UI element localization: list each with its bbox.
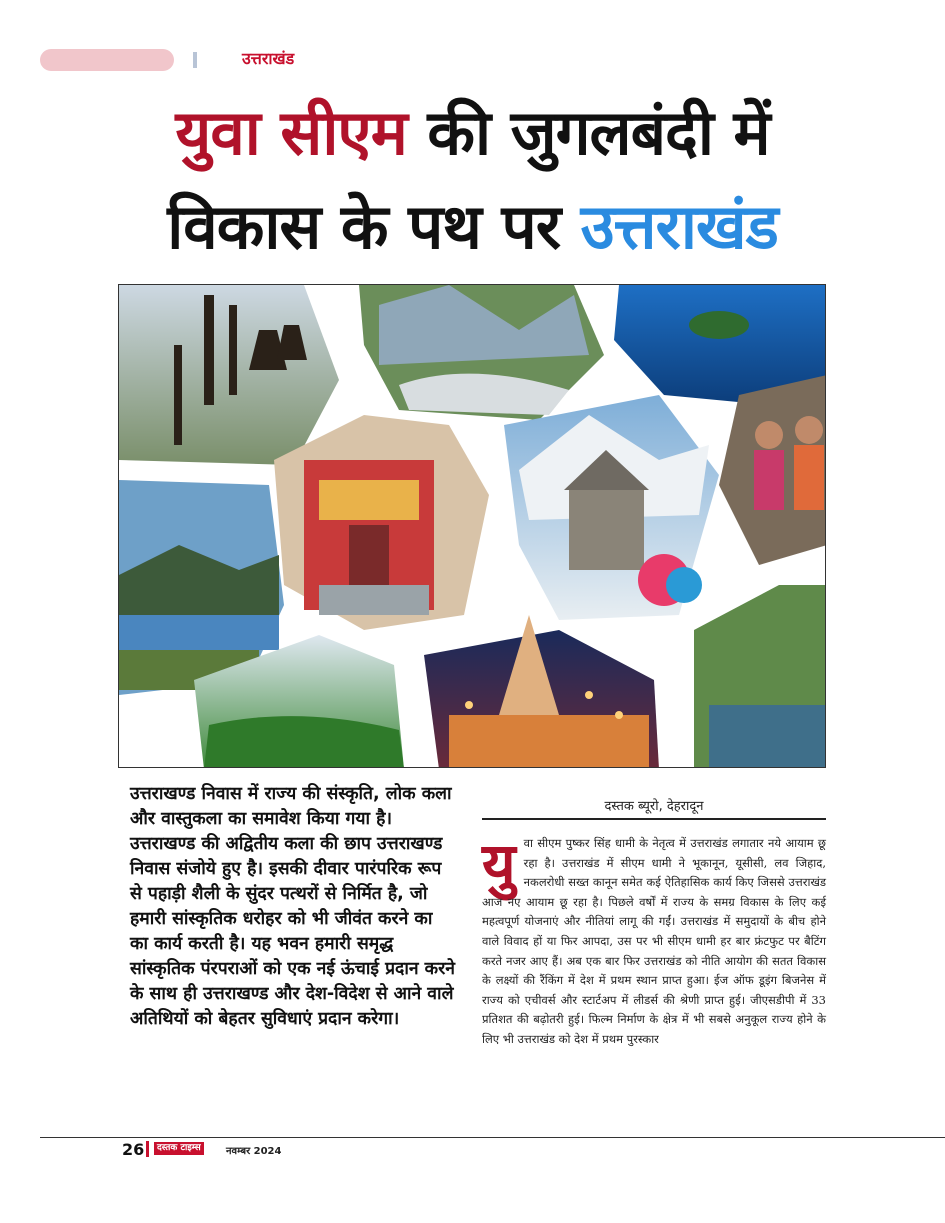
headline-line-1 [0, 96, 945, 169]
issue-date: नवम्बर 2024 [226, 1146, 282, 1157]
headline-blue-part: उत्तराखंड [580, 190, 778, 263]
article-body [482, 830, 826, 1050]
headline-black-part-2: विकास के पथ पर [167, 190, 581, 263]
magazine-logo: दस्तक टाइम्स [154, 1142, 204, 1155]
section-divider [193, 52, 197, 68]
drop-cap: यु [482, 830, 516, 898]
headline-red-part: युवा सीएम [175, 96, 407, 169]
section-label: उत्तराखंड [242, 49, 295, 68]
footer-rule [40, 1137, 945, 1138]
page-number: 26 [122, 1140, 145, 1159]
lead-quote: उत्तराखण्ड निवास में राज्य की संस्कृति, लोक कला और वास्तुकला का समावेश किया गया है। उत्तराखण्ड की अद्वितीय कला की छाप उत्तराखण्ड निवास संजोये हुए है। इसकी दीवार पारंपरिक रूप से पहाड़ी शैली के सुंदर पत्थरों से निर्मित है, जो हमारी सांस्कृतिक धरोहर को भी जीवंत करने का का कार्य करती है। यह भवन हमारी समृद्ध सांस्कृतिक पंरपराओं को एक नई ऊंचाई प्रदान करने के साथ ही उत्तराखण्ड और देश-विदेश से आने वाले अतिथियों को बेहतर सुविधाएं प्रदान करेगा। [130, 784, 455, 1029]
footer-separator [146, 1141, 149, 1157]
headline-line-2 [0, 190, 945, 263]
headline-black-part-1: की जुगलबंदी में [406, 96, 770, 169]
article-text: वा सीएम पुष्कर सिंह धामी के नेतृत्व में उत्तराखंड लगातार नये आयाम छू रहा है। उत्तराखंड में सीएम धामी ने भूकानून, यूसीसी, लव जिहाद, नकलरोधी सख्त कानून समेत कई ऐतिहासिक कार्य किए जिससे उत्तराखंड आज नए आयाम छू रहा है। पिछले वर्षों में राज्य के समग्र विकास के लिए कई महत्वपूर्ण योजनाएं और नीतियां लागू की गईं। उत्तराखंड में समुदायों के बीच होने वाले विवाद हों या फिर आपदा, उस पर भी सीएम धामी हर बार फ्रंटफुट पर बैटिंग करते नजर आए हैं। अब एक बार फिर उत्तराखंड को नीति आयोग की सतत विकास के लक्ष्यों की रैंकिंग में देश में प्रथम स्थान प्राप्त हुआ। ईज ऑफ डूइंग बिजनेस में राज्य को एचीवर्स और स्टार्टअप में लीडर्स की श्रेणी प्राप्त हुई। जीएसडीपी में 33 प्रतिशत की बढ़ोतरी हुई। फिल्म निर्माण के क्षेत्र में भी सबसे अनुकूल राज्य होने के लिए भी उत्तराखंड को देश में प्रथम पुरस्कार [482, 836, 826, 1046]
section-tag-pill [40, 49, 174, 71]
collage-image [119, 285, 826, 768]
byline: दस्तक ब्यूरो, देहरादून [482, 796, 826, 820]
hero-photo-collage [118, 284, 826, 768]
